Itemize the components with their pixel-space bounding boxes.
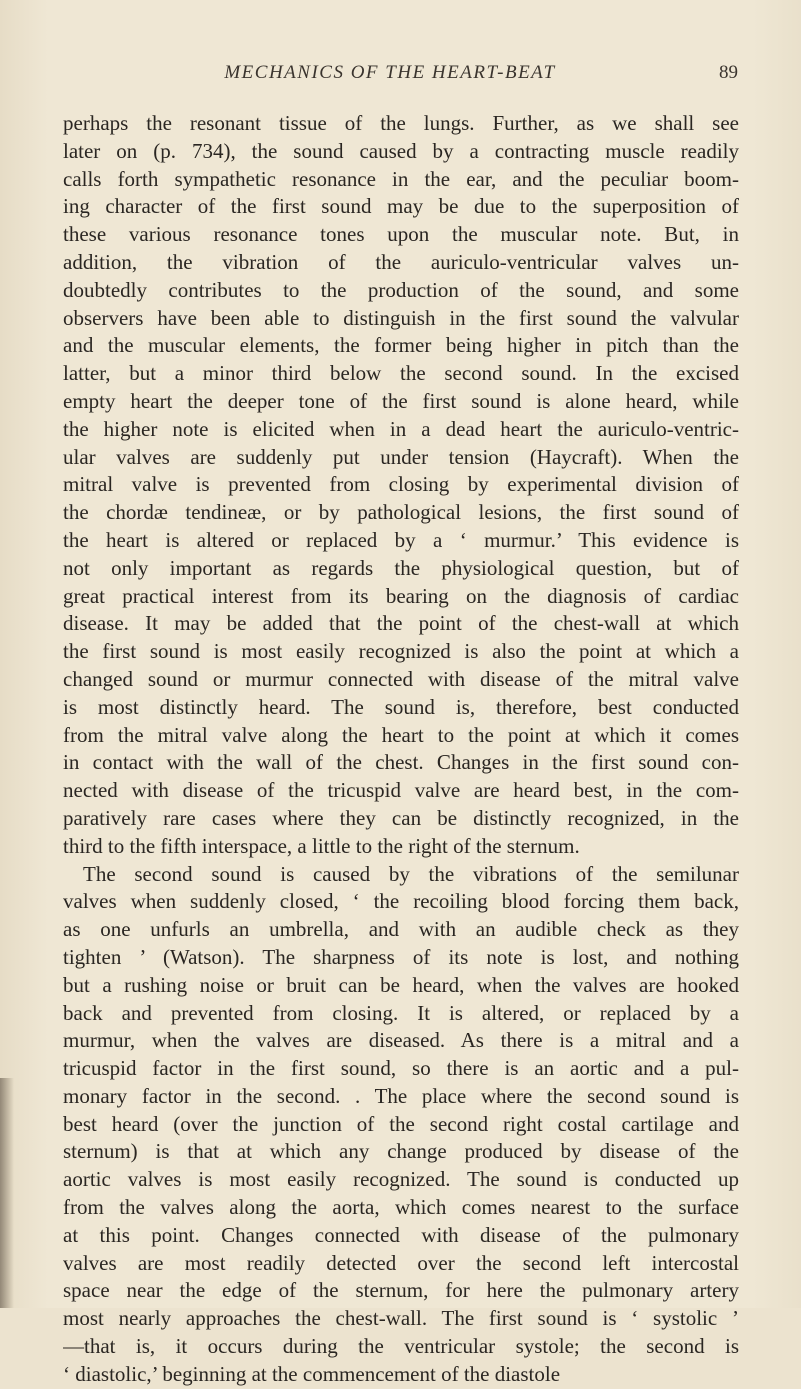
text-line: back and prevented from closing. It is altered, or replaced by a	[63, 1000, 739, 1025]
text-line: valves when suddenly closed, ‘ the recoiling blood forcing them back,	[63, 889, 739, 914]
text-line: best heard (over the junction of the second right costal cartilage and	[63, 1111, 739, 1136]
text-line: tighten ’ (Watson). The sharpness of its note is lost, and nothing	[63, 944, 739, 969]
text-line: space near the edge of the sternum, for here the pulmonary artery	[63, 1278, 739, 1303]
text-line: third to the fifth interspace, a little to the right of the sternum.	[63, 833, 580, 858]
text-line: these various resonance tones upon the muscular note. But, in	[63, 222, 739, 247]
text-line: calls forth sympathetic resonance in the ear, and the peculiar boom-	[63, 166, 739, 191]
binding-shadow	[0, 1078, 14, 1308]
text-line: empty heart the deeper tone of the first sound is alone heard, while	[63, 388, 739, 413]
text-line: tricuspid factor in the first sound, so there is an aortic and a pul-	[63, 1056, 739, 1081]
text-line: —that is, it occurs during the ventricular systole; the second is	[63, 1334, 739, 1359]
text-line: latter, but a minor third below the second sound. In the excised	[63, 361, 739, 386]
text-line: paratively rare cases where they can be distinctly recognized, in the	[63, 805, 739, 830]
text-line: perhaps the resonant tissue of the lungs. Further, as we shall see	[63, 111, 739, 135]
text-line: valves are most readily detected over the second left intercostal	[63, 1250, 739, 1275]
text-line: monary factor in the second. . The place where the second sound is	[63, 1083, 739, 1108]
text-line: in contact with the wall of the chest. Changes in the first sound con-	[63, 750, 739, 775]
text-line: not only important as regards the physiological question, but of	[63, 555, 739, 580]
text-line: murmur, when the valves are diseased. As there is a mitral and a	[63, 1028, 739, 1053]
text-line: from the valves along the aorta, which comes nearest to the surface	[63, 1195, 739, 1220]
text-line: ular valves are suddenly put under tension (Haycraft). When the	[63, 444, 739, 469]
text-line: the first sound is most easily recognized is also the point at which a	[63, 639, 739, 664]
text-line: great practical interest from its bearing on the diagnosis of cardiac	[63, 583, 739, 608]
text-line: nected with disease of the tricuspid valve are heard best, in the com-	[63, 778, 739, 803]
text-line: sternum) is that at which any change produced by disease of the	[63, 1139, 739, 1164]
text-line: as one unfurls an umbrella, and with an audible check as they	[63, 917, 739, 942]
text-line: ing character of the first sound may be due to the superposition of	[63, 194, 739, 219]
text-line: later on (p. 734), the sound caused by a contracting muscle readily	[63, 138, 739, 163]
running-head: MECHANICS OF THE HEART-BEAT	[224, 62, 556, 83]
text-line: addition, the vibration of the auriculo-ventricular valves un-	[63, 249, 739, 274]
text-line: observers have been able to distinguish in the first sound the valvular	[63, 305, 739, 330]
text-line: and the muscular elements, the former being higher in pitch than the	[63, 333, 739, 358]
text-line: from the mitral valve along the heart to the point at which it comes	[63, 722, 739, 747]
text-line: ‘ diastolic,’ beginning at the commencement of the diastole	[63, 1361, 561, 1386]
page-number: 89	[719, 62, 738, 83]
text-line: the higher note is elicited when in a dead heart the auriculo-ventric-	[63, 416, 739, 441]
text-line: doubtedly contributes to the production of the sound, and some	[63, 277, 739, 302]
text-line: is most distinctly heard. The sound is, therefore, best conducted	[63, 694, 739, 719]
text-line: at this point. Changes connected with disease of the pulmonary	[63, 1222, 739, 1247]
text-line: mitral valve is prevented from closing by experimental division of	[63, 472, 739, 497]
text-line: the chordæ tendineæ, or by pathological lesions, the first sound of	[63, 500, 739, 525]
text-line: the heart is altered or replaced by a ‘ murmur.’ This evidence is	[63, 527, 739, 552]
text-line: but a rushing noise or bruit can be heard, when the valves are hooked	[63, 972, 739, 997]
text-line: most nearly approaches the chest-wall. The first sound is ‘ systolic ’	[63, 1306, 739, 1331]
text-line: changed sound or murmur connected with disease of the mitral valve	[63, 666, 739, 691]
text-line: aortic valves is most easily recognized. The sound is conducted up	[63, 1167, 739, 1192]
paragraph-start-line: The second sound is caused by the vibrations of the semilunar	[83, 861, 739, 886]
text-line: disease. It may be added that the point of the chest-wall at which	[63, 611, 739, 636]
body-text	[63, 110, 739, 1389]
